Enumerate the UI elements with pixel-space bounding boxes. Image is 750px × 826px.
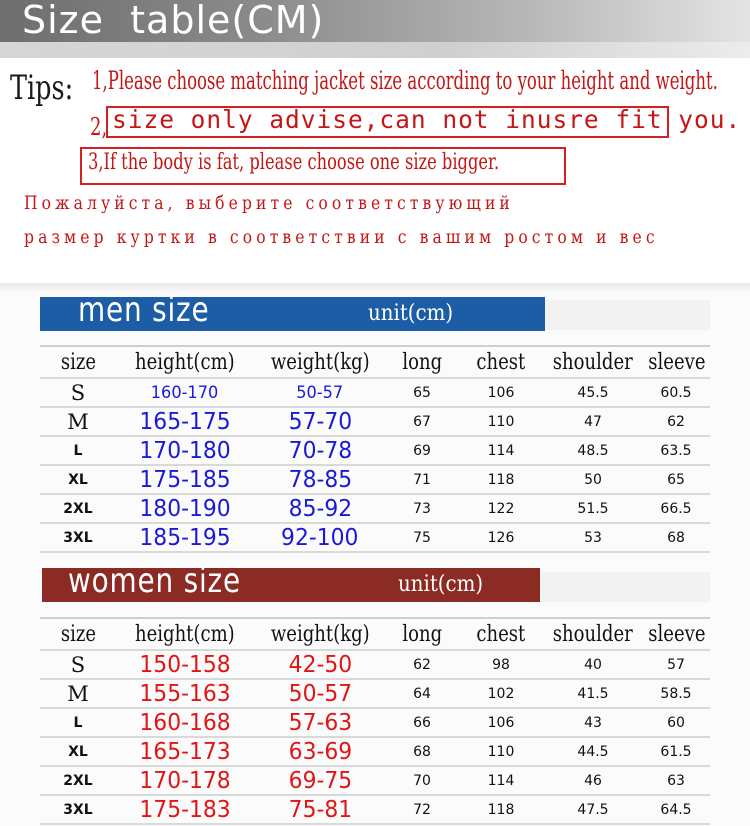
- sleeve-cell: 62: [642, 407, 710, 436]
- shoulder-cell: 51.5: [544, 494, 642, 523]
- table-row: [40, 650, 710, 679]
- long-cell: 65: [386, 378, 458, 407]
- long-cell: 68: [386, 737, 458, 766]
- height-cell: 175-185: [116, 465, 254, 494]
- chest-cell: 102: [458, 679, 544, 708]
- table-row: [40, 494, 710, 523]
- weight-cell: 75-81: [254, 795, 386, 824]
- sleeve-cell: 63.5: [642, 436, 710, 465]
- tip-line-3: 3,If the body is fat, please choose one size bigger.: [88, 150, 500, 175]
- column-header-shoulder: shoulder: [544, 618, 642, 650]
- height-cell: 175-183: [116, 795, 254, 824]
- men-size-unit: unit(cm): [368, 301, 454, 326]
- height-cell: 170-178: [116, 766, 254, 795]
- women-size-header: [42, 561, 540, 602]
- sleeve-cell: 66.5: [642, 494, 710, 523]
- long-cell: 72: [386, 795, 458, 824]
- height-cell: 155-163: [116, 679, 254, 708]
- column-header-chest: chest: [458, 618, 544, 650]
- women-size-unit: unit(cm): [398, 572, 484, 597]
- size-cell: XL: [40, 737, 116, 766]
- height-cell: 160-170: [116, 378, 254, 407]
- weight-cell: 50-57: [254, 378, 386, 407]
- column-header-weight: weight(kg): [254, 618, 386, 650]
- page-title: Size table(CM): [22, 0, 325, 42]
- men-table-header-row: [40, 346, 710, 378]
- sleeve-cell: 60: [642, 708, 710, 737]
- men-size-title: men size: [78, 290, 210, 330]
- long-cell: 75: [386, 523, 458, 552]
- chest-cell: 106: [458, 378, 544, 407]
- sleeve-cell: 57: [642, 650, 710, 679]
- chest-cell: 98: [458, 650, 544, 679]
- sleeve-cell: 64.5: [642, 795, 710, 824]
- sleeve-cell: 65: [642, 465, 710, 494]
- tips-label: Tips:: [10, 68, 74, 108]
- weight-cell: 57-70: [254, 407, 386, 436]
- women-size-title: women size: [68, 561, 241, 601]
- sleeve-cell: 63: [642, 766, 710, 795]
- men-header-extension: [545, 300, 710, 330]
- chest-cell: 118: [458, 465, 544, 494]
- table-row: [40, 737, 710, 766]
- weight-cell: 63-69: [254, 737, 386, 766]
- size-cell: S: [40, 378, 116, 407]
- long-cell: 69: [386, 436, 458, 465]
- shoulder-cell: 48.5: [544, 436, 642, 465]
- column-header-height: height(cm): [116, 346, 254, 378]
- shoulder-cell: 47: [544, 407, 642, 436]
- table-row: [40, 795, 710, 824]
- long-cell: 71: [386, 465, 458, 494]
- table-row: [40, 523, 710, 552]
- table-row: [40, 708, 710, 737]
- long-cell: 67: [386, 407, 458, 436]
- weight-cell: 69-75: [254, 766, 386, 795]
- sleeve-cell: 68: [642, 523, 710, 552]
- weight-cell: 85-92: [254, 494, 386, 523]
- size-cell: L: [40, 708, 116, 737]
- table-row: [40, 407, 710, 436]
- height-cell: 170-180: [116, 436, 254, 465]
- column-header-size: size: [40, 346, 116, 378]
- men-size-table: [40, 345, 710, 553]
- column-header-long: long: [386, 618, 458, 650]
- shoulder-cell: 43: [544, 708, 642, 737]
- column-header-weight: weight(kg): [254, 346, 386, 378]
- long-cell: 70: [386, 766, 458, 795]
- tip-line-2-number: 2,: [90, 113, 108, 141]
- column-header-long: long: [386, 346, 458, 378]
- column-header-size: size: [40, 618, 116, 650]
- chest-cell: 110: [458, 407, 544, 436]
- size-cell: M: [40, 407, 116, 436]
- table-row: [40, 465, 710, 494]
- weight-cell: 57-63: [254, 708, 386, 737]
- shoulder-cell: 47.5: [544, 795, 642, 824]
- chest-cell: 106: [458, 708, 544, 737]
- weight-cell: 42-50: [254, 650, 386, 679]
- shoulder-cell: 41.5: [544, 679, 642, 708]
- shoulder-cell: 53: [544, 523, 642, 552]
- shoulder-cell: 46: [544, 766, 642, 795]
- sleeve-cell: 58.5: [642, 679, 710, 708]
- height-cell: 185-195: [116, 523, 254, 552]
- sleeve-cell: 60.5: [642, 378, 710, 407]
- size-cell: S: [40, 650, 116, 679]
- size-cell: 2XL: [40, 494, 116, 523]
- height-cell: 165-175: [116, 407, 254, 436]
- size-cell: 2XL: [40, 766, 116, 795]
- women-size-table: [40, 617, 710, 825]
- tip-russian-line-2: размер куртки в соответствии с вашим ростом и вес: [24, 226, 659, 248]
- chest-cell: 122: [458, 494, 544, 523]
- weight-cell: 50-57: [254, 679, 386, 708]
- shoulder-cell: 44.5: [544, 737, 642, 766]
- column-header-sleeve: sleeve: [642, 618, 710, 650]
- table-row: [40, 679, 710, 708]
- shoulder-cell: 50: [544, 465, 642, 494]
- tip-russian-line-1: Пожалуйста, выберите соответствующий: [24, 192, 514, 214]
- height-cell: 150-158: [116, 650, 254, 679]
- women-table-header-row: [40, 618, 710, 650]
- shoulder-cell: 40: [544, 650, 642, 679]
- size-cell: L: [40, 436, 116, 465]
- column-header-sleeve: sleeve: [642, 346, 710, 378]
- tip-line-2: size only advise,can not inusre fit you.: [112, 105, 742, 134]
- column-header-shoulder: shoulder: [544, 346, 642, 378]
- size-cell: 3XL: [40, 795, 116, 824]
- height-cell: 160-168: [116, 708, 254, 737]
- size-cell: 3XL: [40, 523, 116, 552]
- weight-cell: 78-85: [254, 465, 386, 494]
- size-cell: M: [40, 679, 116, 708]
- long-cell: 73: [386, 494, 458, 523]
- chest-cell: 114: [458, 436, 544, 465]
- chest-cell: 110: [458, 737, 544, 766]
- long-cell: 64: [386, 679, 458, 708]
- height-cell: 165-173: [116, 737, 254, 766]
- weight-cell: 70-78: [254, 436, 386, 465]
- header-banner: [0, 0, 750, 58]
- table-row: [40, 378, 710, 407]
- women-header-extension: [540, 572, 710, 602]
- chest-cell: 126: [458, 523, 544, 552]
- column-header-chest: chest: [458, 346, 544, 378]
- weight-cell: 92-100: [254, 523, 386, 552]
- size-cell: XL: [40, 465, 116, 494]
- height-cell: 180-190: [116, 494, 254, 523]
- long-cell: 62: [386, 650, 458, 679]
- sleeve-cell: 61.5: [642, 737, 710, 766]
- tip-line-1: 1,Please choose matching jacket size according to your height and weight.: [92, 66, 718, 95]
- chest-cell: 118: [458, 795, 544, 824]
- table-row: [40, 436, 710, 465]
- shoulder-cell: 45.5: [544, 378, 642, 407]
- long-cell: 66: [386, 708, 458, 737]
- banner-stripe: [0, 42, 750, 58]
- chest-cell: 114: [458, 766, 544, 795]
- table-row: [40, 766, 710, 795]
- column-header-height: height(cm): [116, 618, 254, 650]
- men-size-header: [40, 290, 545, 331]
